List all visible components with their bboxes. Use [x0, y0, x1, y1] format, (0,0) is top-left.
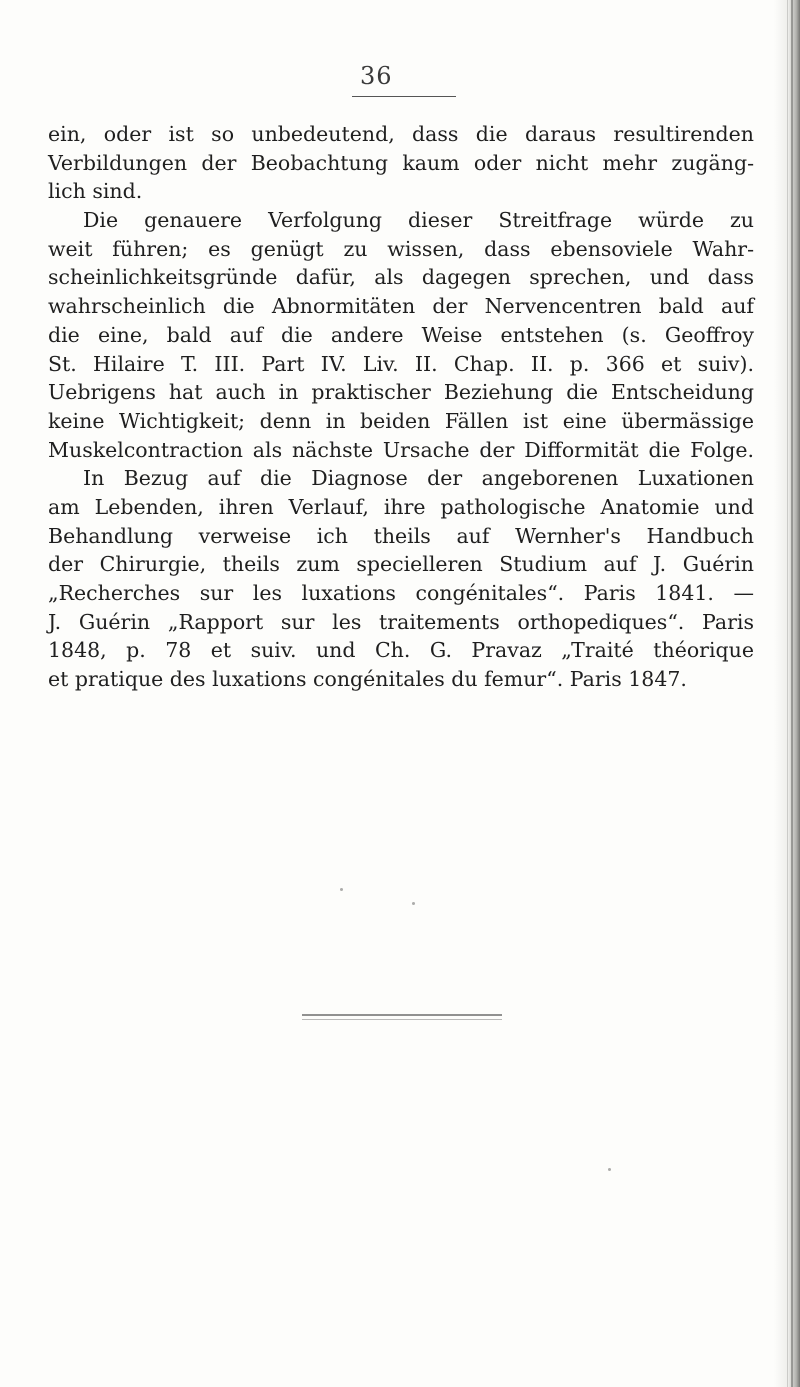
- paragraph-start-line: In Bezug auf die Diagnose der angeborenen Luxationen: [83, 466, 754, 491]
- text-line: St. Hilaire T. III. Part IV. Liv. II. Chap. II. p. 366 et suiv).: [48, 351, 754, 376]
- text-line: keine Wichtigkeit; denn in beiden Fällen ist eine übermässige: [48, 408, 754, 433]
- text-line: J. Guérin „Rapport sur les traitements orthopediques“. Paris: [48, 609, 754, 634]
- body-text: [48, 120, 754, 694]
- text-line: der Chirurgie, theils zum specielleren Studium auf J. Guérin: [48, 552, 754, 577]
- text-line: weit führen; es genügt zu wissen, dass ebensoviele Wahr-: [48, 236, 754, 261]
- page-edge-line: [791, 0, 793, 1387]
- text-line: „Recherches sur les luxations congénitales“. Paris 1841. —: [48, 581, 754, 605]
- text-line: wahrscheinlich die Abnormitäten der Nervencentren bald auf: [48, 294, 754, 319]
- section-divider-rule-thin: [302, 1019, 502, 1020]
- ink-speck: [340, 888, 343, 891]
- section-divider-rule: [302, 1014, 502, 1016]
- page-number-rule: [352, 96, 456, 97]
- page-number: 36: [360, 62, 393, 90]
- text-line: Uebrigens hat auch in praktischer Beziehung die Entscheidung: [48, 380, 754, 405]
- text-line: et pratique des luxations congénitales du femur“. Paris 1847.: [48, 667, 687, 692]
- text-line: ein, oder ist so unbedeutend, dass die daraus resultirenden: [48, 122, 754, 146]
- text-line: Muskelcontraction als nächste Ursache der Difformität die Folge.: [48, 437, 754, 462]
- text-line: am Lebenden, ihren Verlauf, ihre pathologische Anatomie und: [48, 494, 754, 519]
- text-line: lich sind.: [48, 179, 143, 204]
- page-edge-line-inner: [787, 0, 788, 1387]
- text-line: Behandlung verweise ich theils auf Wernher's Handbuch: [48, 523, 754, 548]
- text-line: Verbildungen der Beobachtung kaum oder nicht mehr zugäng-: [48, 150, 754, 175]
- text-line: scheinlichkeitsgründe dafür, als dagegen sprechen, und dass: [48, 265, 754, 290]
- paragraph-start-line: Die genauere Verfolgung dieser Streitfrage würde zu: [83, 208, 754, 233]
- ink-speck: [412, 902, 415, 905]
- text-line: 1848, p. 78 et suiv. und Ch. G. Pravaz „Traité théorique: [48, 638, 754, 663]
- ink-speck: [608, 1168, 611, 1171]
- text-line: die eine, bald auf die andere Weise entstehen (s. Geoffroy: [48, 322, 754, 347]
